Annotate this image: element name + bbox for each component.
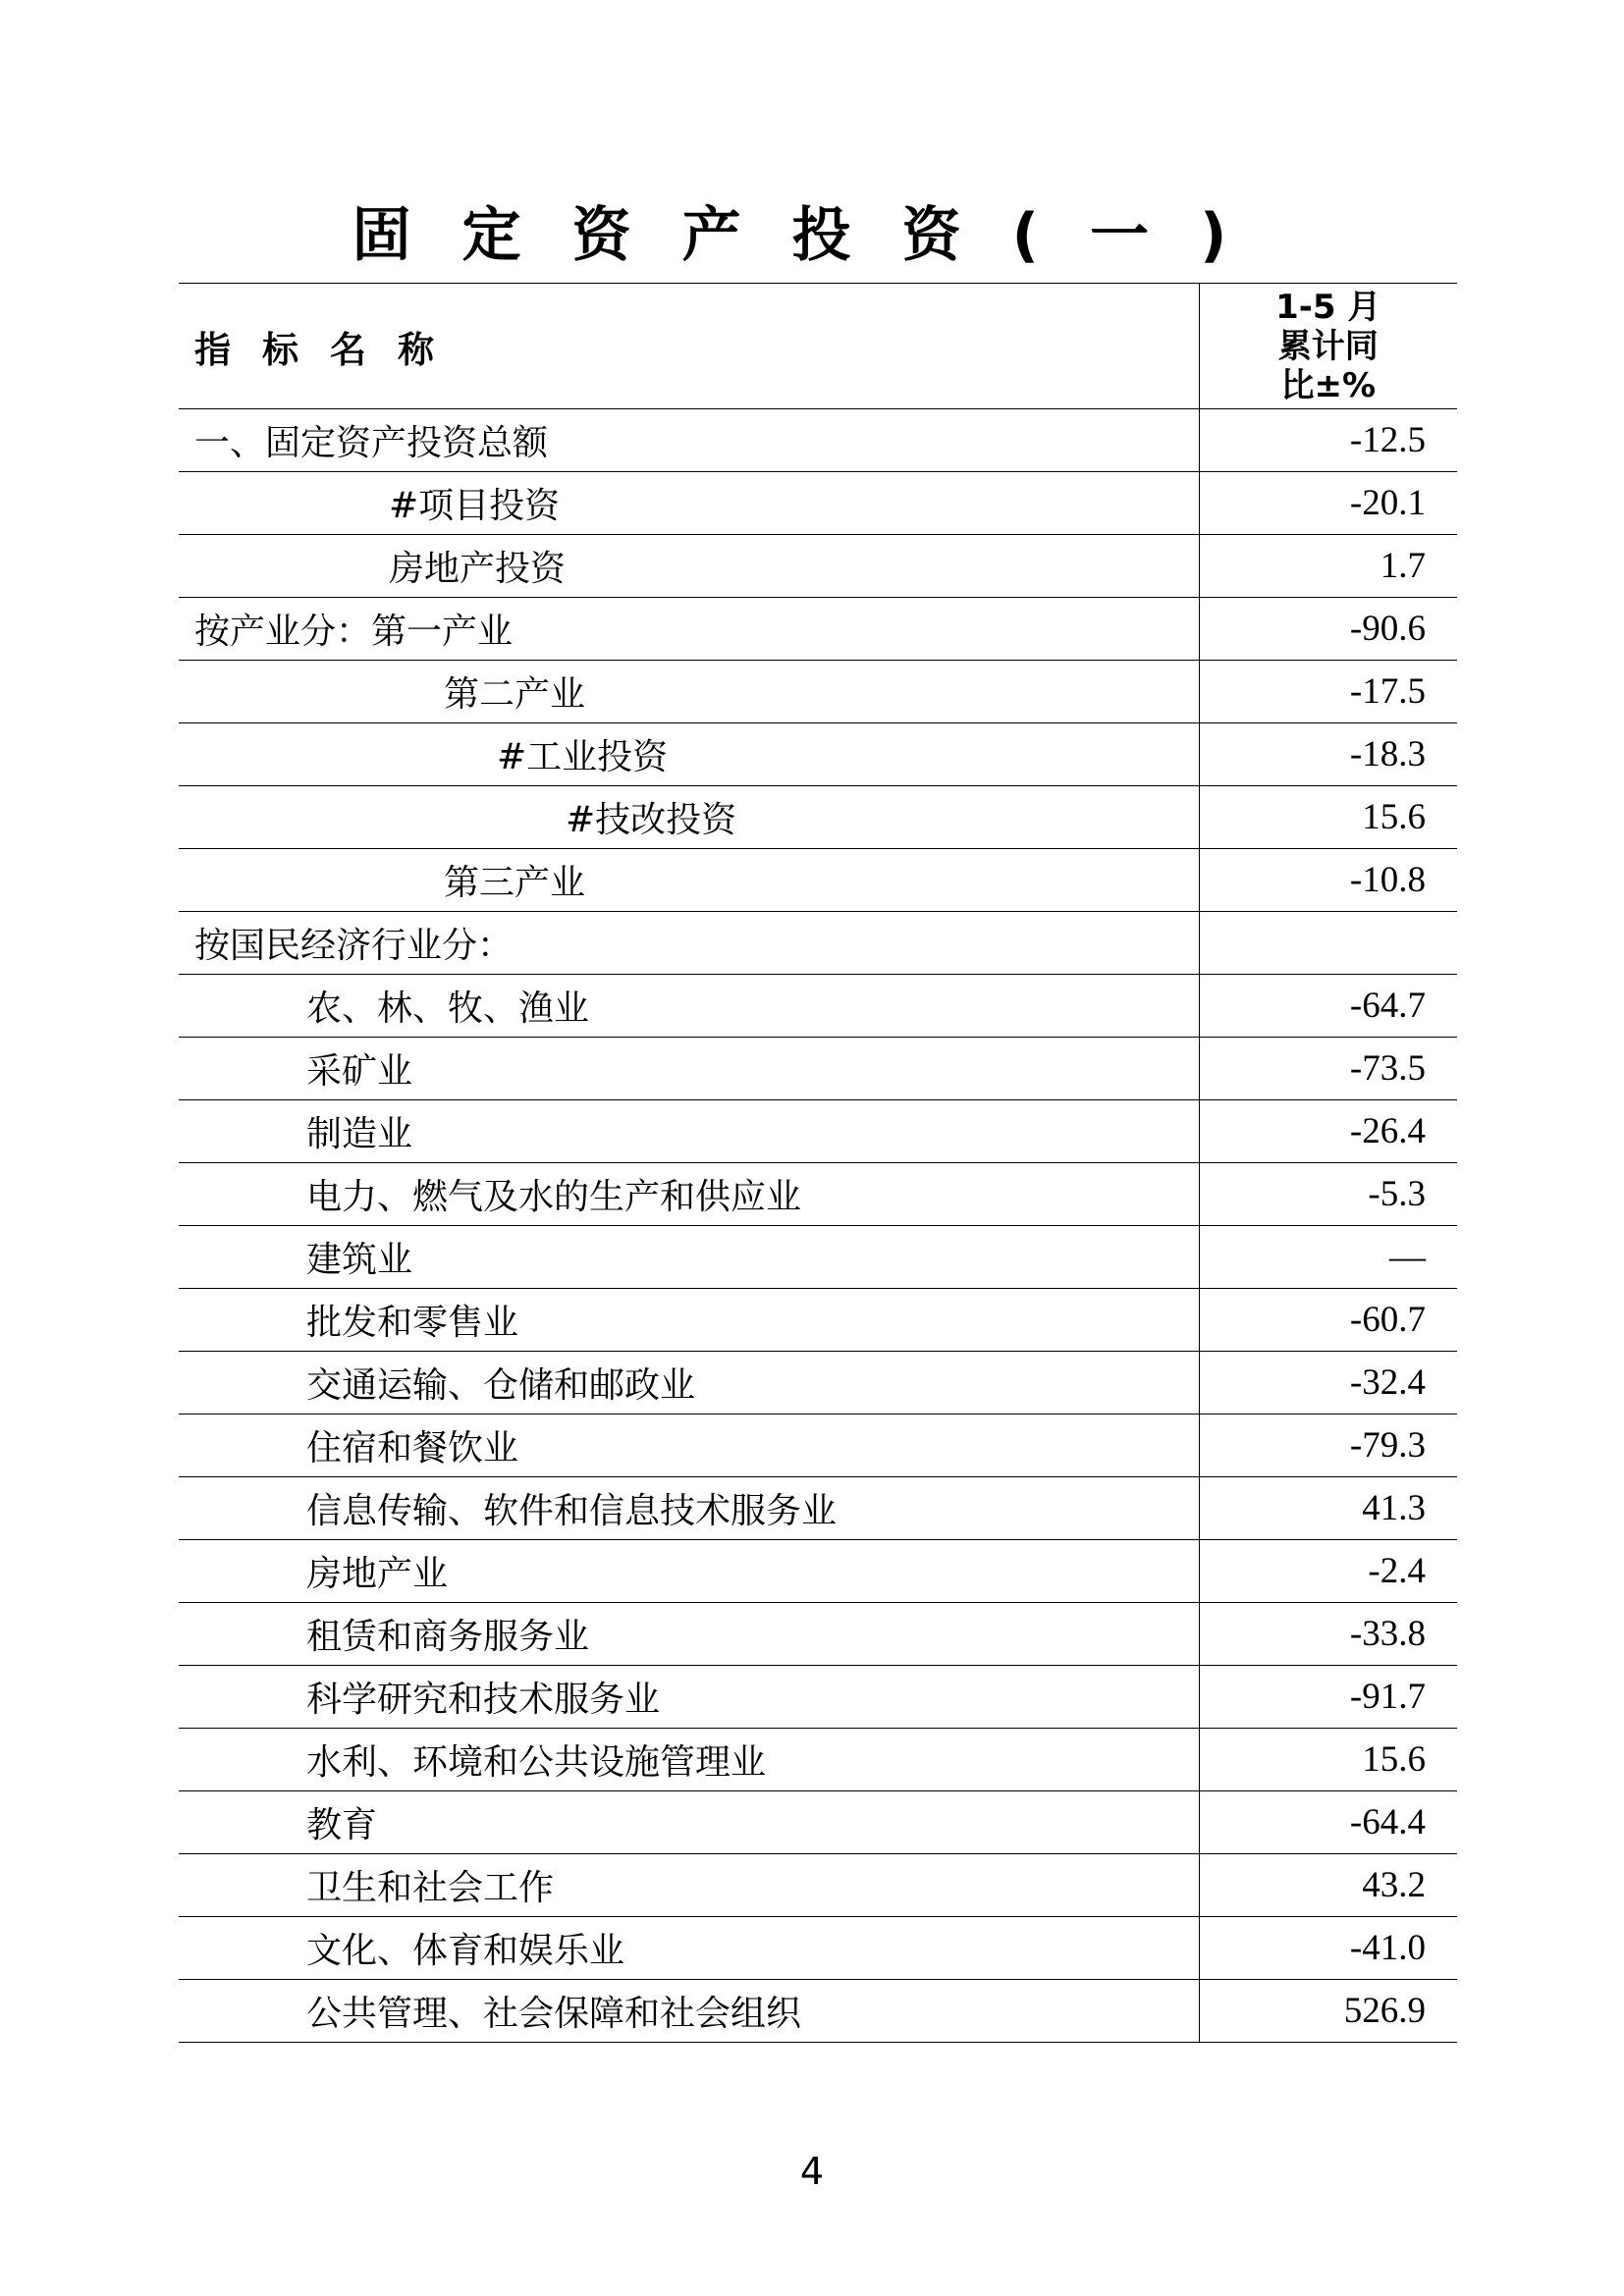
column-header-line: 1-5 月: [1275, 287, 1381, 327]
table-row: [179, 1226, 1457, 1289]
yoy-value-cell: -79.3: [1199, 1415, 1457, 1477]
indicator-name-cell: 批发和零售业: [179, 1289, 1199, 1352]
table-header-row: [179, 284, 1457, 409]
indicator-name-cell: 交通运输、仓储和邮政业: [179, 1352, 1199, 1415]
indicator-name-cell: 一、固定资产投资总额: [179, 409, 1199, 472]
table-row: [179, 1289, 1457, 1352]
table-row: [179, 1917, 1457, 1980]
table-row: [179, 598, 1457, 661]
yoy-value-cell: 1.7: [1199, 535, 1457, 598]
column-header-line: 累计同: [1277, 326, 1379, 366]
yoy-value-cell: -2.4: [1199, 1540, 1457, 1603]
indicator-name-cell: #技改投资: [179, 786, 1199, 849]
table-row: [179, 1038, 1457, 1100]
indicator-name-cell: 租赁和商务服务业: [179, 1603, 1199, 1666]
table-row: [179, 1791, 1457, 1854]
indicator-name-cell: 建筑业: [179, 1226, 1199, 1289]
table-row: [179, 1163, 1457, 1226]
yoy-value-cell: -12.5: [1199, 409, 1457, 472]
indicator-name-cell: 按国民经济行业分：: [179, 912, 1199, 975]
indicator-name-cell: 卫生和社会工作: [179, 1854, 1199, 1917]
table-row: [179, 661, 1457, 723]
yoy-value-cell: -26.4: [1199, 1100, 1457, 1163]
indicator-name-cell: 第三产业: [179, 849, 1199, 912]
yoy-value-cell: -20.1: [1199, 472, 1457, 535]
yoy-value-cell: -33.8: [1199, 1603, 1457, 1666]
yoy-value-cell: -41.0: [1199, 1917, 1457, 1980]
column-header-yoy-change: [1199, 284, 1457, 409]
yoy-value-cell: -90.6: [1199, 598, 1457, 661]
page-title: 固定资产投资(一): [352, 201, 1278, 270]
table-row: [179, 1854, 1457, 1917]
table-row: [179, 409, 1457, 472]
yoy-value-cell: -32.4: [1199, 1352, 1457, 1415]
table-row: [179, 1729, 1457, 1791]
table-row: [179, 1100, 1457, 1163]
yoy-value-cell: -64.7: [1199, 975, 1457, 1038]
table-body: [179, 409, 1457, 2043]
yoy-value-cell: -5.3: [1199, 1163, 1457, 1226]
yoy-value-cell: 15.6: [1199, 1729, 1457, 1791]
table-row: [179, 535, 1457, 598]
indicator-name-cell: 教育: [179, 1791, 1199, 1854]
indicator-name-cell: 制造业: [179, 1100, 1199, 1163]
indicator-name-cell: 房地产投资: [179, 535, 1199, 598]
yoy-value-cell: 43.2: [1199, 1854, 1457, 1917]
table-row: [179, 912, 1457, 975]
indicator-name-cell: #工业投资: [179, 723, 1199, 786]
table-row: [179, 1603, 1457, 1666]
indicator-name-cell: 农、林、牧、渔业: [179, 975, 1199, 1038]
indicator-name-cell: 文化、体育和娱乐业: [179, 1917, 1199, 1980]
indicator-name-cell: 第二产业: [179, 661, 1199, 723]
yoy-value-cell: -60.7: [1199, 1289, 1457, 1352]
table-row: [179, 786, 1457, 849]
table-row: [179, 472, 1457, 535]
indicator-name-cell: 按产业分：第一产业: [179, 598, 1199, 661]
table-row: [179, 1666, 1457, 1729]
yoy-value-cell: -91.7: [1199, 1666, 1457, 1729]
yoy-value-cell: -64.4: [1199, 1791, 1457, 1854]
yoy-value-cell: -17.5: [1199, 661, 1457, 723]
table-row: [179, 1540, 1457, 1603]
indicator-name-cell: 公共管理、社会保障和社会组织: [179, 1980, 1199, 2043]
yoy-value-cell: —: [1199, 1226, 1457, 1289]
indicator-name-cell: #项目投资: [179, 472, 1199, 535]
yoy-value-cell: -10.8: [1199, 849, 1457, 912]
indicator-name-cell: 电力、燃气及水的生产和供应业: [179, 1163, 1199, 1226]
indicator-name-cell: 信息传输、软件和信息技术服务业: [179, 1477, 1199, 1540]
column-header-indicator-name: 指标名称: [179, 284, 1199, 409]
indicator-name-cell: 科学研究和技术服务业: [179, 1666, 1199, 1729]
table-row: [179, 849, 1457, 912]
table-row: [179, 1980, 1457, 2043]
table-row: [179, 1477, 1457, 1540]
page-number: 4: [799, 2150, 825, 2193]
table-row: [179, 975, 1457, 1038]
yoy-value-cell: -18.3: [1199, 723, 1457, 786]
yoy-value-cell: 41.3: [1199, 1477, 1457, 1540]
yoy-value-cell: 526.9: [1199, 1980, 1457, 2043]
table-row: [179, 1415, 1457, 1477]
investment-table: [179, 283, 1457, 2043]
column-header-line: 比±%: [1280, 365, 1377, 405]
indicator-name-cell: 房地产业: [179, 1540, 1199, 1603]
yoy-value-cell: -73.5: [1199, 1038, 1457, 1100]
indicator-name-cell: 采矿业: [179, 1038, 1199, 1100]
indicator-name-cell: 住宿和餐饮业: [179, 1415, 1199, 1477]
table-row: [179, 1352, 1457, 1415]
yoy-value-cell: 15.6: [1199, 786, 1457, 849]
indicator-name-cell: 水利、环境和公共设施管理业: [179, 1729, 1199, 1791]
table-row: [179, 723, 1457, 786]
yoy-value-cell: [1199, 912, 1457, 975]
